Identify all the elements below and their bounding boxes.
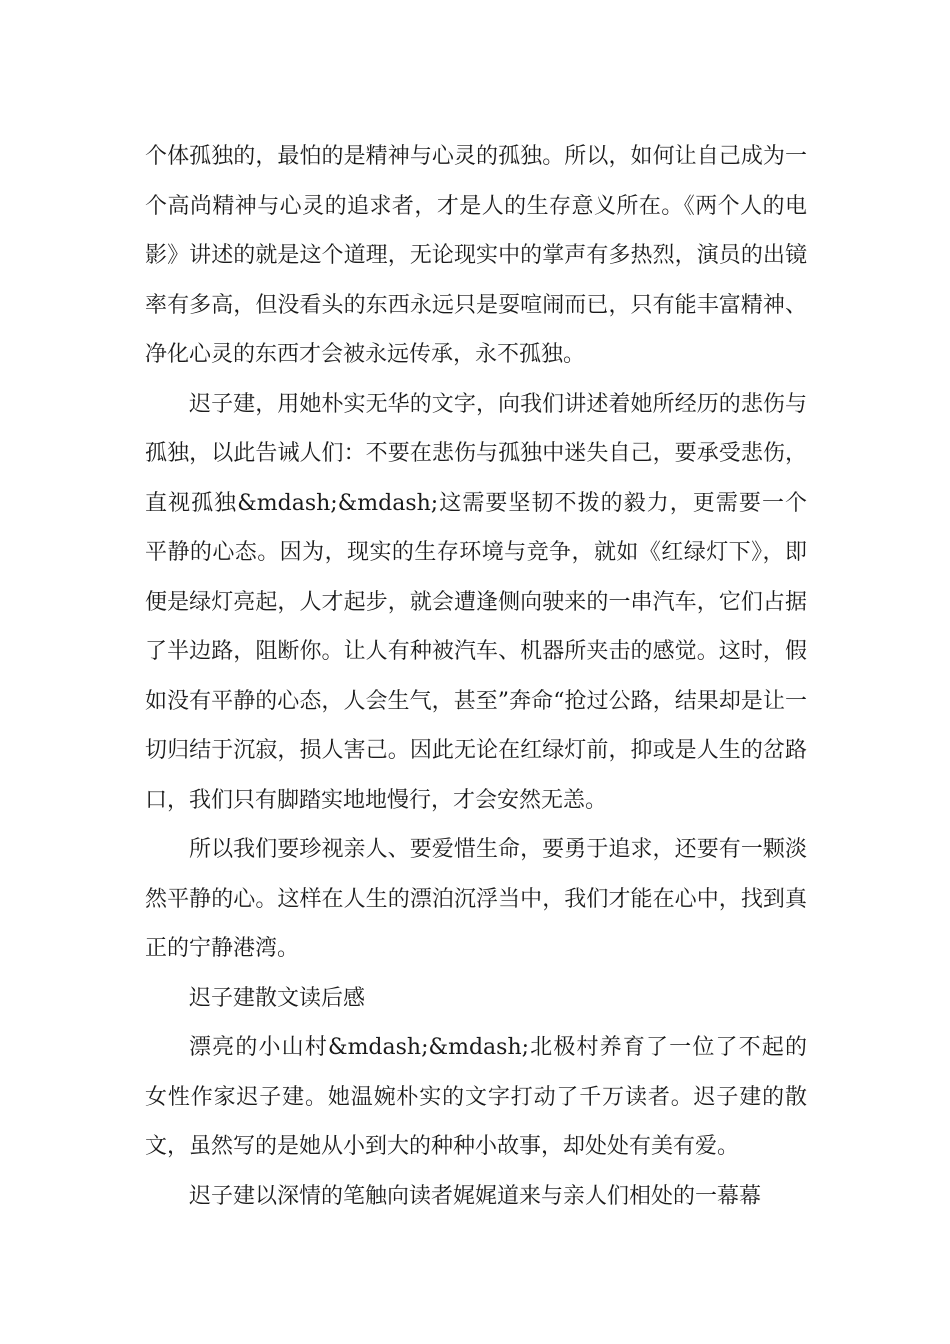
- document-body: [145, 132, 807, 1221]
- paragraph-1: 个体孤独的，最怕的是精神与心灵的孤独。所以，如何让自己成为一个高尚精神与心灵的追求者，才是人的生存意义所在。《两个人的电影》讲述的就是这个道理，无论现实中的掌声有多热烈，演员的出镜率有多高，但没看头的东西永远只是耍喧闹而已，只有能丰富精神、净化心灵的东西才会被永远传承，永不孤独。: [145, 144, 807, 367]
- paragraph-4: 漂亮的小山村&mdash;&mdash;北极村养育了一位了不起的女性作家迟子建。她温婉朴实的文字打动了千万读者。迟子建的散文，虽然写的是她从小到大的种种小故事，却处处有美有爱。: [145, 1035, 807, 1159]
- paragraph-5: 迟子建以深情的笔触向读者娓娓道来与亲人们相处的一幕幕: [189, 1183, 762, 1209]
- paragraph-2: 迟子建，用她朴实无华的文字，向我们讲述着她所经历的悲伤与孤独，以此告诫人们：不要在悲伤与孤独中迷失自己，要承受悲伤，直视孤独&mdash;&mdash;这需要坚韧不拨的毅力，更需要一个平静的心态。因为，现实的生存环境与竞争，就如《红绿灯下》，即便是绿灯亮起，人才起步，就会遭逢侧向驶来的一串汽车，它们占据了半边路，阻断你。让人有种被汽车、机器所夹击的感觉。这时，假如没有平静的心态，人会生气，甚至”奔命“抢过公路，结果却是让一切归结于沉寂，损人害己。因此无论在红绿灯前，抑或是人生的岔路口，我们只有脚踏实地地慢行，才会安然无恙。: [145, 391, 807, 813]
- section-heading: 迟子建散文读后感: [189, 985, 366, 1011]
- paragraph-3: 所以我们要珍视亲人、要爱惜生命，要勇于追求，还要有一颗淡然平静的心。这样在人生的漂泊沉浮当中，我们才能在心中，找到真正的宁静港湾。: [145, 837, 807, 961]
